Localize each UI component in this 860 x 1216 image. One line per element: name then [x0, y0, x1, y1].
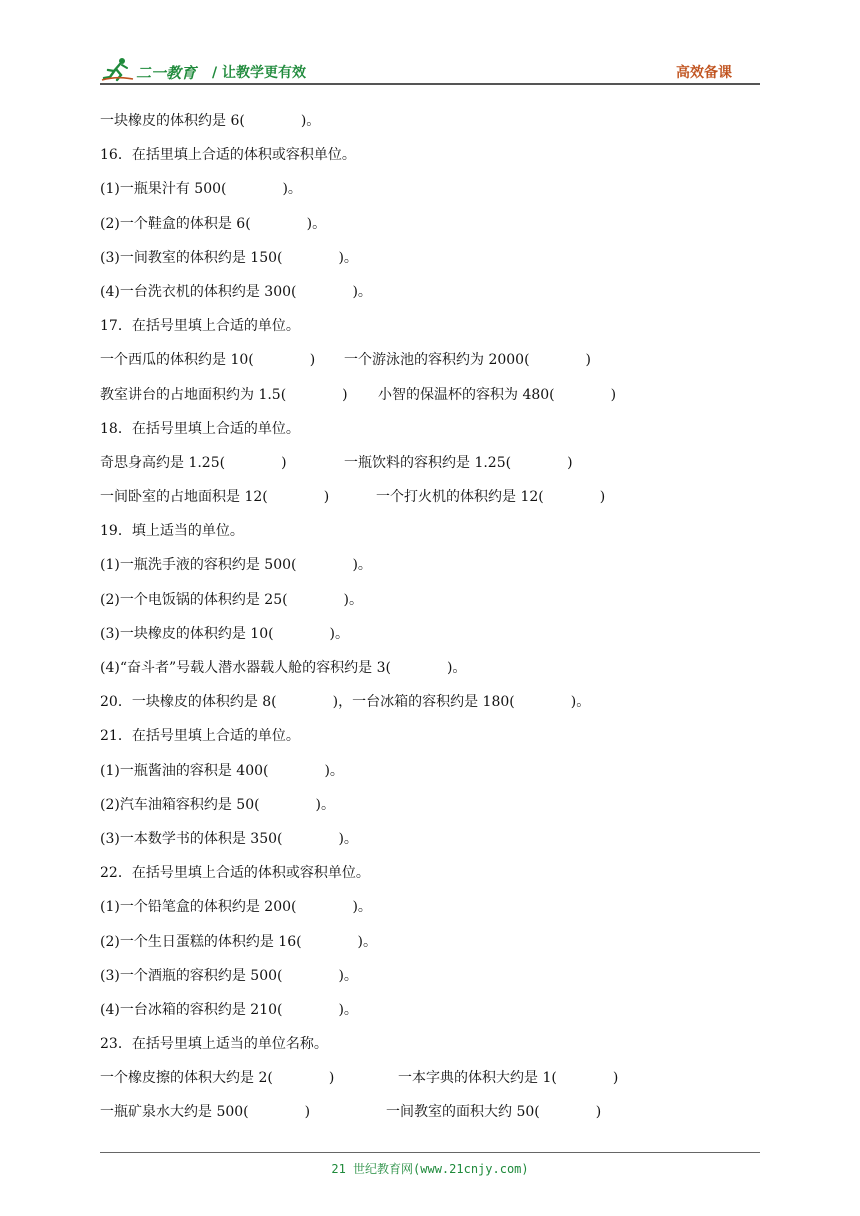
- question-heading: 18．在括号里填上合适的单位。: [100, 420, 300, 437]
- question-item: 教室讲台的占地面积约为 1.5( ): [100, 386, 348, 403]
- question-line-pair: [100, 1099, 760, 1133]
- question-line: 一块橡皮的体积约是 6( )。: [100, 113, 321, 129]
- question-item: 小智的保温杯的容积为 480( ): [378, 386, 617, 403]
- question-item: 一个游泳池的容积约为 2000( ): [344, 352, 592, 369]
- question-line: (1)一瓶洗手液的容积约是 500( )。: [100, 557, 372, 574]
- page-footer: 21 世纪教育网(www.21cnjy.com): [331, 1162, 529, 1176]
- question-line: (3)一个酒瓶的容积约是 500( )。: [100, 967, 358, 984]
- question-line: (4)“奋斗者”号载人潜水器载人舱的容积约是 3( )。: [100, 660, 467, 676]
- question-item: 一个西瓜的体积约是 10( ): [100, 352, 316, 369]
- question-heading: 22．在括号里填上合适的体积或容积单位。: [100, 865, 370, 882]
- question-line: (2)一个电饭锅的体积约是 25( )。: [100, 591, 364, 608]
- question-heading: 16．在括里填上合适的体积或容积单位。: [100, 147, 356, 164]
- question-item: 一个橡皮擦的体积大约是 2( ): [100, 1070, 335, 1087]
- question-line: (3)一间教室的体积约是 150( )。: [100, 249, 358, 266]
- question-item: 一本字典的体积大约是 1( ): [398, 1070, 619, 1087]
- question-line-pair: [100, 1065, 760, 1099]
- running-figure-logo-icon: [100, 56, 134, 82]
- question-heading: 17．在括号里填上合适的单位。: [100, 318, 300, 335]
- question-line-pair: [100, 382, 760, 416]
- question-line: (1)一瓶酱油的容积是 400( )。: [100, 762, 344, 779]
- question-heading: 20．一块橡皮的体积约是 8( )，一台冰箱的容积约是 180( )。: [100, 694, 591, 711]
- question-item: 一个打火机的体积约是 12( ): [376, 489, 606, 506]
- question-item: 一间教室的面积大约 50( ): [386, 1104, 602, 1121]
- question-line: (2)汽车油箱容积约是 50( )。: [100, 796, 336, 813]
- header-slogan: / 让教学更有效: [212, 65, 306, 81]
- question-item: 一瓶饮料的容积约是 1.25( ): [344, 454, 573, 471]
- question-line: (1)一个铅笔盒的体积约是 200( )。: [100, 899, 372, 916]
- header-right-tag: 高效备课: [676, 65, 732, 81]
- question-line: (2)一个鞋盒的体积是 6( )。: [100, 215, 327, 232]
- logo-text: 二一教育: [136, 64, 197, 82]
- question-line: (3)一块橡皮的体积约是 10( )。: [100, 625, 350, 642]
- question-line-pair: [100, 347, 760, 381]
- question-line-pair: [100, 484, 760, 518]
- question-line: (4)一台冰箱的容积约是 210( )。: [100, 1001, 358, 1018]
- header-divider: [100, 83, 760, 85]
- question-line: (2)一个生日蛋糕的体积约是 16( )。: [100, 933, 378, 950]
- question-line-pair: [100, 450, 760, 484]
- page-header: [100, 52, 760, 84]
- question-item: 奇思身高约是 1.25( ): [100, 454, 287, 471]
- question-heading: 19．填上适当的单位。: [100, 523, 244, 540]
- question-line: (3)一本数学书的体积是 350( )。: [100, 830, 358, 847]
- question-line: (1)一瓶果汁有 500( )。: [100, 181, 302, 198]
- question-heading: 21．在括号里填上合适的单位。: [100, 728, 300, 745]
- question-heading: 23．在括号里填上适当的单位名称。: [100, 1036, 328, 1053]
- question-item: 一瓶矿泉水大约是 500( ): [100, 1104, 311, 1121]
- question-line: (4)一台洗衣机的体积约是 300( )。: [100, 283, 372, 300]
- worksheet-body: [100, 108, 760, 1134]
- footer-divider: [100, 1152, 760, 1153]
- question-item: 一间卧室的占地面积是 12( ): [100, 489, 330, 506]
